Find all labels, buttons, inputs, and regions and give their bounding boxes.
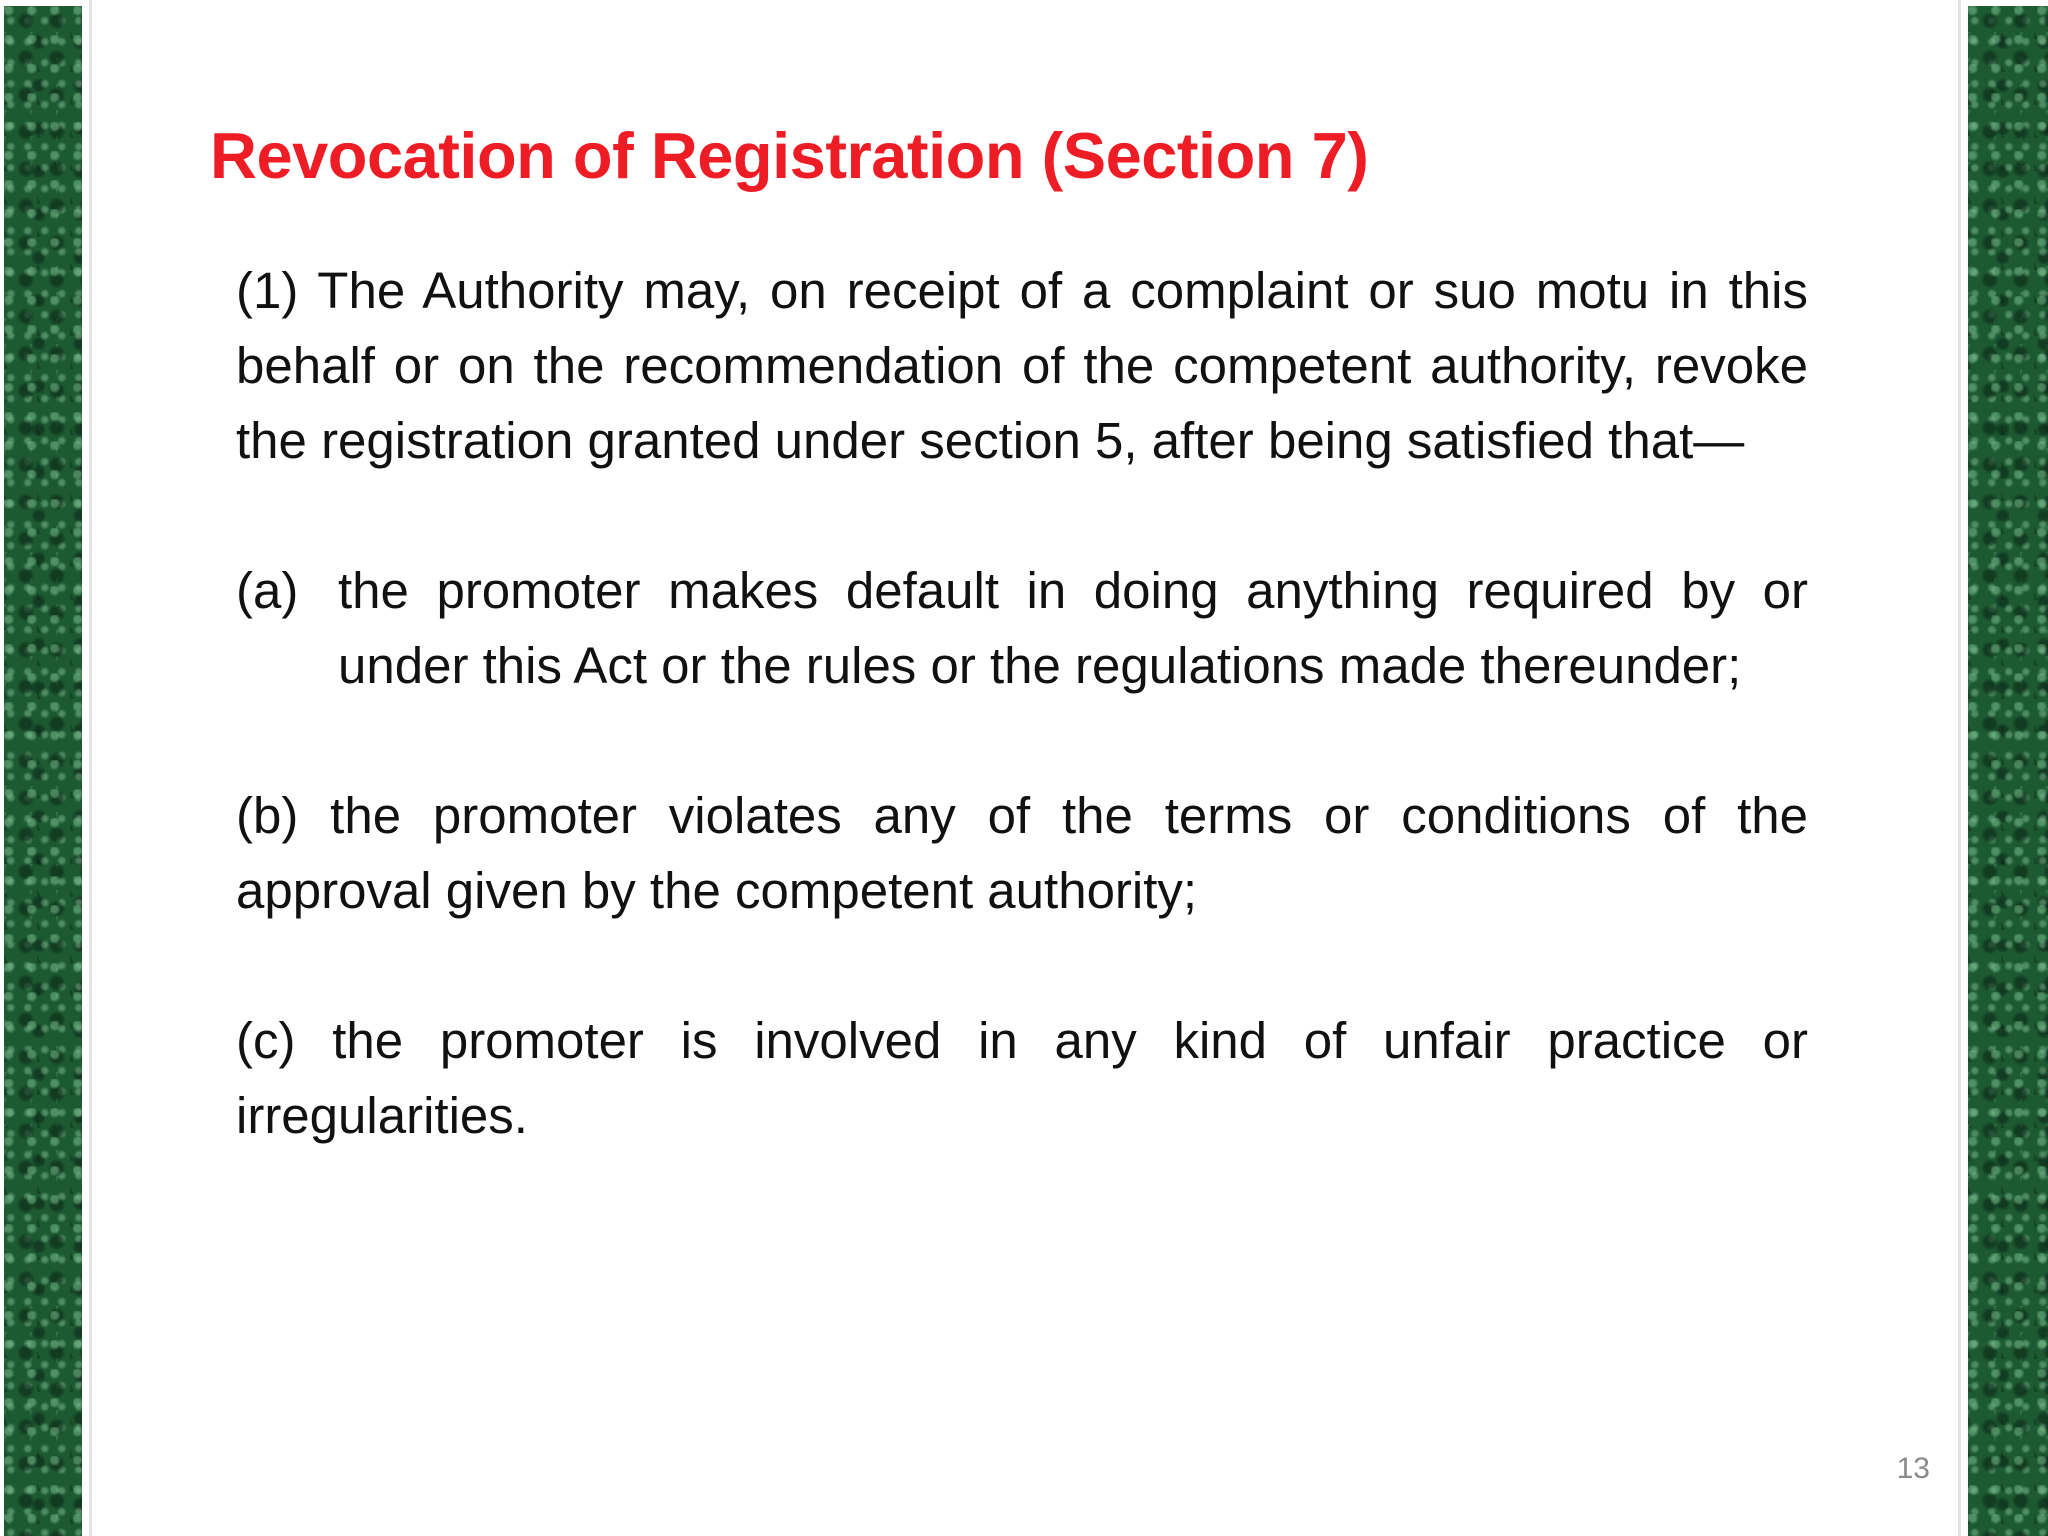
spacer bbox=[236, 478, 1808, 553]
left-edge-line bbox=[89, 0, 92, 1536]
intro-paragraph: (1) The Authority may, on receipt of a complaint or suo motu in this behalf or on the recommendation of the competent authority, revoke the registration granted under section 5, after being satisfied that— bbox=[236, 262, 1808, 469]
clause-a-text: the promoter makes default in doing anything required by or under this Act or the rules or the regulations made thereunder; bbox=[338, 562, 1808, 694]
slide-body bbox=[236, 253, 1808, 1153]
clause-a bbox=[236, 553, 1808, 703]
spacer bbox=[236, 703, 1808, 778]
clause-a-label: (a) bbox=[236, 562, 299, 619]
clause-b: (b) the promoter violates any of the terms or conditions of the approval given by the competent authority; bbox=[236, 787, 1808, 919]
page-number: 13 bbox=[1896, 1452, 1930, 1485]
spacer bbox=[236, 928, 1808, 1003]
left-marble-border bbox=[4, 6, 82, 1536]
right-marble-border bbox=[1968, 6, 2048, 1536]
right-edge-line bbox=[1958, 0, 1961, 1536]
slide-title: Revocation of Registration (Section 7) bbox=[210, 119, 1369, 192]
clause-c: (c) the promoter is involved in any kind of unfair practice or irregularities. bbox=[236, 1012, 1808, 1144]
